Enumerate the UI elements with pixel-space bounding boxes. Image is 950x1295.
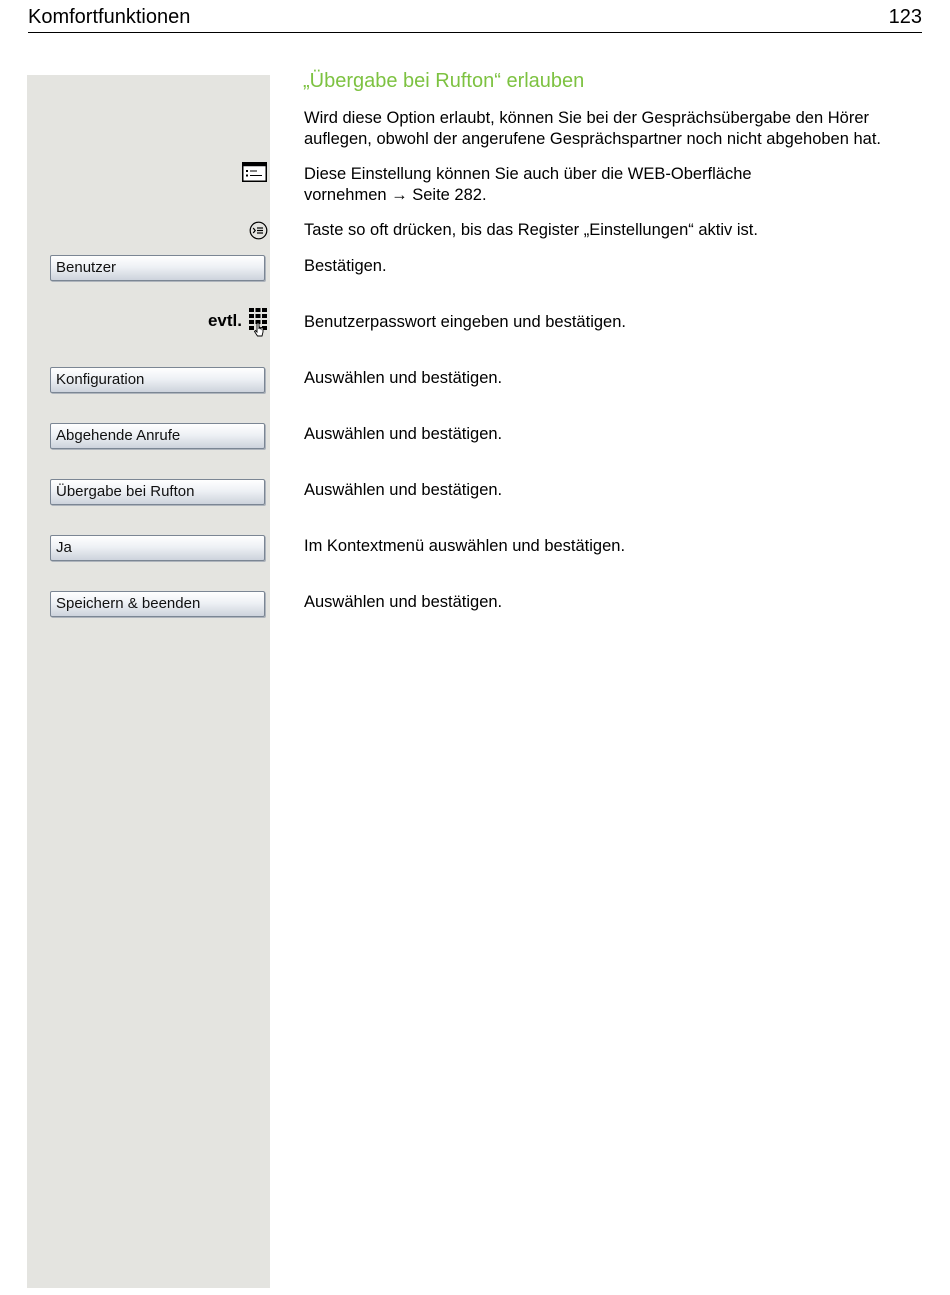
instruction-confirm: Bestätigen. — [304, 257, 387, 275]
menu-button-ja[interactable]: Ja — [50, 535, 265, 561]
instruction-select-konfiguration: Auswählen und bestätigen. — [304, 369, 503, 387]
header-rule — [28, 32, 922, 33]
instruction-select-uebergabe: Auswählen und bestätigen. — [304, 481, 503, 499]
menu-button-benutzer[interactable]: Benutzer — [50, 255, 265, 281]
menu-button-speichern-beenden[interactable]: Speichern & beenden — [50, 591, 265, 617]
menu-button-uebergabe-bei-rufton[interactable]: Übergabe bei Rufton — [50, 479, 265, 505]
intro-paragraph: Wird diese Option erlaubt, können Sie bei der Gesprächsübergabe den Hörer auflegen, obwohl der angerufene Gesprächspartner noch nicht abgehoben hat. — [304, 109, 882, 148]
web-note-line-2: vornehmen → Seite 282. — [304, 186, 487, 204]
instruction-save: Auswählen und bestätigen. — [304, 593, 503, 611]
menu-button-abgehende-anrufe[interactable]: Abgehende Anrufe — [50, 423, 265, 449]
instruction-select-abgehende: Auswählen und bestätigen. — [304, 425, 503, 443]
page-header-title: Komfortfunktionen — [28, 6, 191, 28]
keypad-icon — [248, 307, 268, 337]
section-heading: „Übergabe bei Rufton“ erlauben — [303, 70, 585, 92]
evtl-label: evtl. — [207, 311, 242, 330]
web-interface-icon — [242, 162, 267, 182]
instruction-password: Benutzerpasswort eingeben und bestätigen. — [304, 313, 626, 331]
page-number: 123 — [888, 6, 922, 28]
web-note-line-1: Diese Einstellung können Sie auch über die WEB-Oberfläche — [304, 165, 752, 183]
instruction-context-menu: Im Kontextmenü auswählen und bestätigen. — [304, 537, 626, 555]
menu-button-konfiguration[interactable]: Konfiguration — [50, 367, 265, 393]
mode-key-icon — [249, 221, 268, 240]
instruction-press-key: Taste so oft drücken, bis das Register „Einstellungen“ aktiv ist. — [304, 221, 758, 239]
web-interface-note — [304, 164, 934, 206]
